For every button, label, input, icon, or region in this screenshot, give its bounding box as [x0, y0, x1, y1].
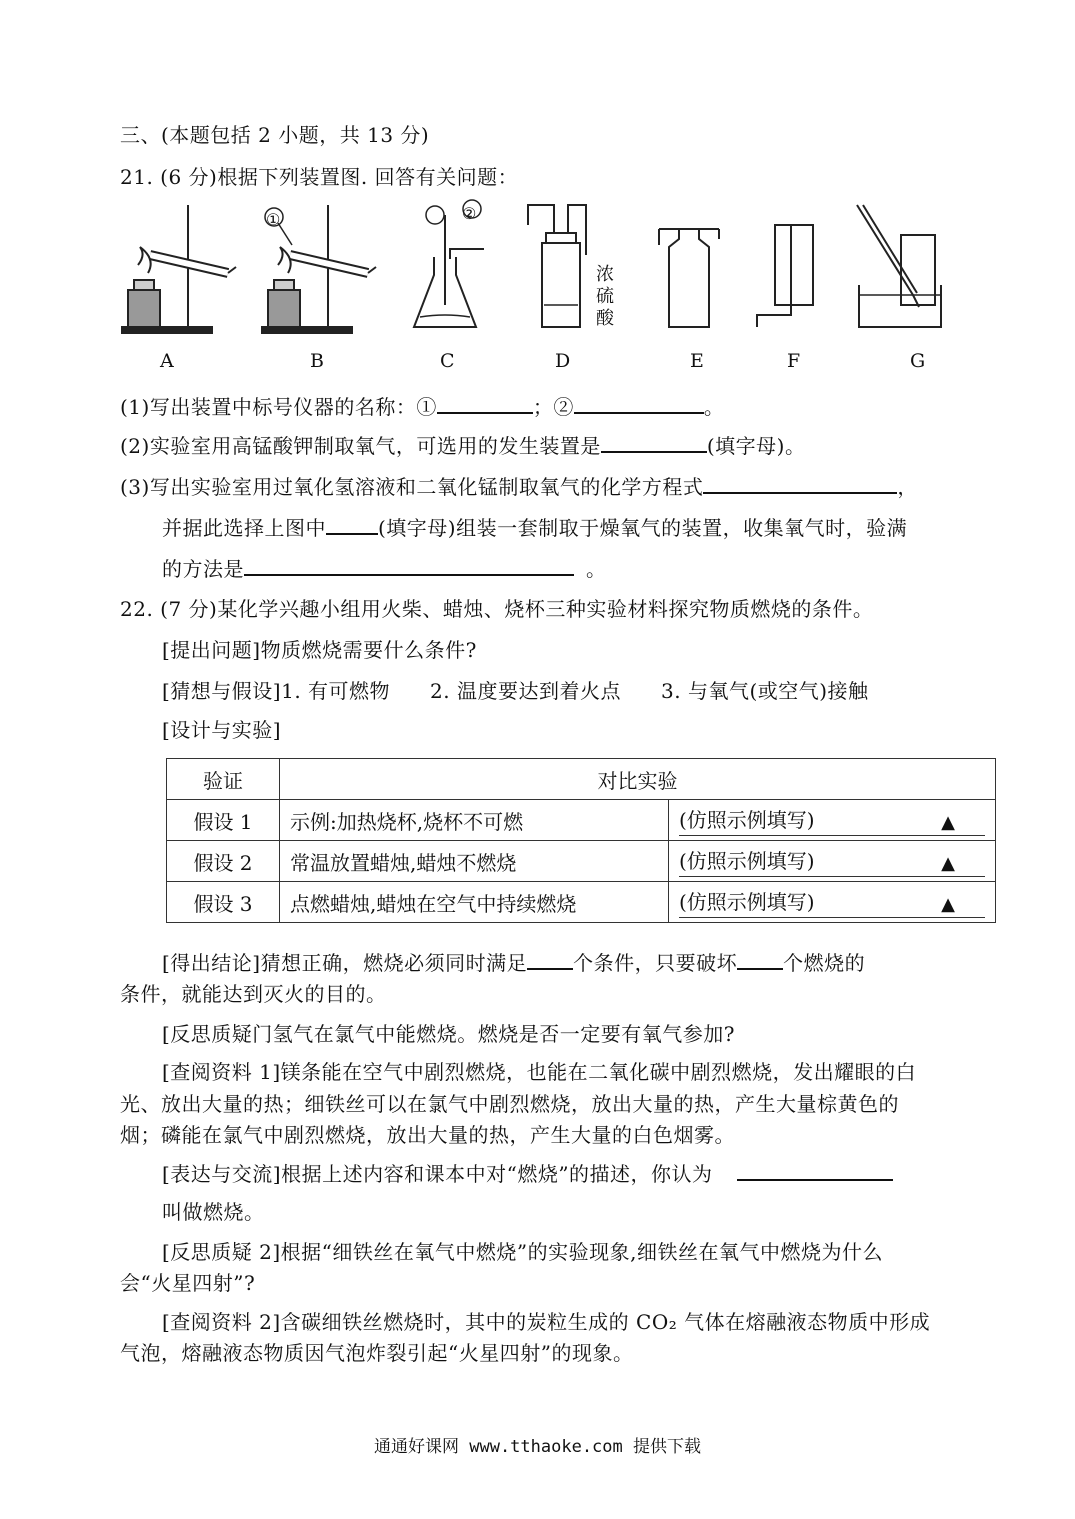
q22-reflect2-line2: 会“火星四射”?	[120, 1271, 256, 1295]
answer-blank-4[interactable]	[703, 474, 897, 494]
q22-ref2-line1: [查阅资料 2]含碳细铁丝燃烧时，其中的炭粒生成的 CO₂ 气体在熔融液态物质中形成	[162, 1310, 931, 1334]
table-cell-fill[interactable]: (仿照示例填写) ▲	[669, 841, 996, 882]
apparatus-g	[857, 205, 941, 327]
table-header-compare: 对比实验	[280, 759, 996, 800]
acid-label-2: 硫	[596, 286, 614, 307]
table-row	[167, 841, 996, 882]
q22-stem: 22. (7 分)某化学兴趣小组用火柴、蜡烛、烧杯三种实验材料探究物质燃烧的条件。	[120, 597, 874, 621]
section-title: 三、(本题包括 2 小题，共 13 分)	[120, 123, 430, 147]
table-cell-experiment: 点燃蜡烛,蜡烛在空气中持续燃烧	[280, 882, 669, 923]
label-f: F	[787, 350, 801, 372]
experiment-table	[166, 758, 996, 923]
q21-p3-line2: 并据此选择上图中 (填字母)组装一套制取于燥氧气的装置，收集氧气时，验满	[162, 516, 908, 540]
triangle-icon: ▲	[941, 812, 955, 833]
q22-reflect1: [反思质疑门氢气在氯气中能燃烧。燃烧是否一定要有氧气参加?	[162, 1022, 736, 1046]
q21-p1: (1)写出装置中标号仪器的名称：① ；② 。	[120, 395, 725, 419]
mark-1: ①	[266, 210, 281, 229]
answer-blank-2[interactable]	[574, 394, 704, 414]
label-c: C	[440, 350, 455, 372]
q22-design: [设计与实验]	[162, 718, 282, 742]
label-d: D	[555, 350, 571, 372]
label-a: A	[160, 350, 174, 372]
apparatus-figure	[110, 195, 950, 345]
table-header-verify: 验证	[167, 759, 280, 800]
acid-label-1: 浓	[596, 264, 614, 285]
q22-reflect2-line1: [反思质疑 2]根据“细铁丝在氧气中燃烧”的实验现象,细铁丝在氧气中燃烧为什么	[162, 1240, 883, 1264]
q21-p2: (2)实验室用高锰酸钾制取氧气，可选用的发生装置是 (填字母)。	[120, 434, 806, 458]
table-cell-experiment: 常温放置蜡烛,蜡烛不燃烧	[280, 841, 669, 882]
q22-ref1-line3: 烟；磷能在氯气中剧烈燃烧，放出大量的热，产生大量的白色烟雾。	[120, 1123, 735, 1147]
table-cell-fill[interactable]: (仿照示例填写) ▲	[669, 800, 996, 841]
acid-label-3: 酸	[596, 308, 614, 329]
q22-ref1-line2: 光、放出大量的热；细铁丝可以在氯气中剧烈燃烧，放出大量的热，产生大量棕黄色的	[120, 1092, 899, 1116]
triangle-icon: ▲	[941, 853, 955, 874]
answer-blank-5[interactable]	[326, 515, 378, 535]
label-g: G	[910, 350, 926, 372]
table-header-row	[167, 759, 996, 800]
q21-p3-line3: 的方法是 。	[162, 557, 607, 581]
table-row	[167, 882, 996, 923]
triangle-icon: ▲	[941, 894, 955, 915]
answer-blank-8[interactable]	[737, 950, 783, 970]
apparatus-d	[528, 205, 586, 327]
q21-stem: 21. (6 分)根据下列装置图. 回答有关问题：	[120, 165, 519, 189]
q22-conclusion-line2: 条件，就能达到灭火的目的。	[120, 982, 387, 1006]
apparatus-f	[757, 225, 813, 327]
q21-p3: (3)写出实验室用过氧化氢溶液和二氧化锰制取氧气的化学方程式 ，	[120, 475, 918, 499]
table-cell-hypothesis: 假设 1	[167, 800, 280, 841]
table-cell-fill[interactable]: (仿照示例填写) ▲	[669, 882, 996, 923]
answer-blank-9[interactable]	[737, 1161, 893, 1181]
q22-conclusion: [得出结论]猜想正确，燃烧必须同时满足 个条件，只要破坏 个燃烧的	[162, 951, 866, 975]
footer-download-note: 通通好课网 www.tthaoke.com 提供下载	[374, 1437, 701, 1457]
label-b: B	[310, 350, 324, 372]
q22-express: [表达与交流]根据上述内容和课本中对“燃烧”的描述，你认为	[162, 1161, 893, 1186]
mark-2: ②	[462, 204, 477, 223]
q22-ref1-line1: [查阅资料 1]镁条能在空气中剧烈燃烧，也能在二氧化碳中剧烈燃烧，发出耀眼的白	[162, 1060, 917, 1084]
answer-blank-7[interactable]	[527, 950, 573, 970]
answer-blank-3[interactable]	[601, 433, 707, 453]
q22-ref2-line2: 气泡，熔融液态物质因气泡炸裂引起“火星四射”的现象。	[120, 1341, 634, 1365]
table-cell-hypothesis: 假设 2	[167, 841, 280, 882]
table-row	[167, 800, 996, 841]
apparatus-e	[659, 229, 719, 327]
table-cell-hypothesis: 假设 3	[167, 882, 280, 923]
apparatus-a	[122, 205, 236, 333]
q22-question: [提出问题]物质燃烧需要什么条件?	[162, 638, 477, 662]
answer-blank-6[interactable]	[244, 556, 574, 576]
answer-blank-1[interactable]	[437, 394, 533, 414]
label-e: E	[690, 350, 704, 372]
table-cell-experiment: 示例:加热烧杯,烧杯不可燃	[280, 800, 669, 841]
q22-hypotheses: [猜想与假设]1. 有可燃物 2. 温度要达到着火点 3. 与氧气(或空气)接触	[162, 679, 869, 703]
q22-express-line2: 叫做燃烧。	[162, 1200, 265, 1224]
